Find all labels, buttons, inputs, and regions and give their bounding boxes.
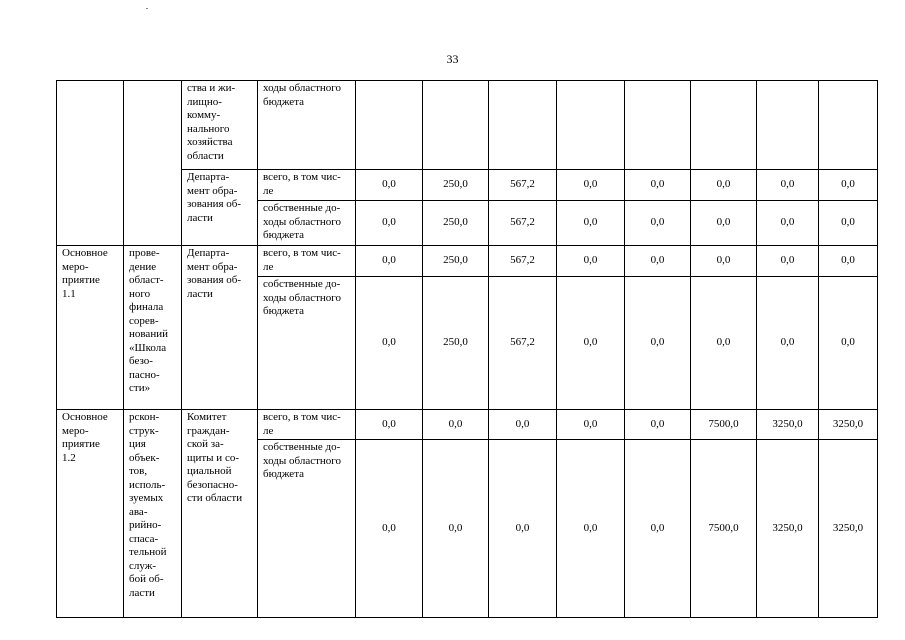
value-cell: 250,0 [423,246,489,277]
value-cell: 0,0 [757,170,819,201]
value-cell: 0,0 [557,410,625,440]
value-cell [691,81,757,170]
value-cell: 567,2 [489,201,557,246]
value-cell: 0,0 [625,440,691,618]
table-cell: Основное меро- приятие 1.2 [57,410,124,618]
value-cell: 0,0 [557,246,625,277]
value-cell: 567,2 [489,277,557,410]
value-cell: 0,0 [356,170,423,201]
value-cell: 0,0 [423,410,489,440]
value-cell: 0,0 [625,410,691,440]
table-cell [57,81,124,246]
value-cell: 0,0 [625,246,691,277]
table-cell: прове- дение област- ного финала сорев- нований «Школа безо- пасно- сти» [124,246,182,410]
table-row [57,410,878,440]
table-cell: ства и жи- лищно- комму- нального хозяйства области [182,81,258,170]
table-cell: собственные до- ходы областного бюджета [258,277,356,410]
table-cell: всего, в том чис- ле [258,170,356,201]
table-cell: Департа- мент обра- зования об- ласти [182,246,258,410]
value-cell [757,81,819,170]
value-cell: 0,0 [691,246,757,277]
value-cell [356,81,423,170]
value-cell: 0,0 [557,277,625,410]
value-cell [819,81,878,170]
value-cell: 567,2 [489,246,557,277]
value-cell: 0,0 [625,170,691,201]
value-cell: 0,0 [356,410,423,440]
table-row [57,246,878,277]
value-cell: 3250,0 [819,440,878,618]
value-cell: 0,0 [691,170,757,201]
scan-speck [146,8,148,9]
value-cell: 0,0 [819,170,878,201]
table-cell: ходы областного бюджета [258,81,356,170]
value-cell: 0,0 [757,246,819,277]
value-cell [625,81,691,170]
value-cell: 0,0 [557,170,625,201]
table-cell: Основное меро- приятие 1.1 [57,246,124,410]
value-cell: 0,0 [356,201,423,246]
value-cell: 250,0 [423,170,489,201]
value-cell [489,81,557,170]
value-cell: 0,0 [757,201,819,246]
value-cell: 0,0 [819,246,878,277]
table-cell: Комитет граждан- ской за- щиты и со- циальной безопасно- сти области [182,410,258,618]
value-cell: 0,0 [356,440,423,618]
value-cell: 0,0 [489,440,557,618]
value-cell: 3250,0 [757,410,819,440]
value-cell: 0,0 [557,201,625,246]
value-cell [557,81,625,170]
table-cell: собственные до- ходы областного бюджета [258,440,356,618]
value-cell: 0,0 [356,277,423,410]
value-cell: 0,0 [625,201,691,246]
value-cell: 0,0 [691,277,757,410]
page-number: 33 [446,52,459,66]
value-cell: 567,2 [489,170,557,201]
table-cell: рскон- струк- ция объек- тов, исполь- зуемых ава- рийно- спаса- тельной служ- бой об- ласти [124,410,182,618]
value-cell: 0,0 [423,440,489,618]
table-cell: всего, в том чис- ле [258,246,356,277]
value-cell: 0,0 [489,410,557,440]
value-cell: 0,0 [625,277,691,410]
value-cell: 3250,0 [819,410,878,440]
value-cell: 7500,0 [691,410,757,440]
budget-table [56,80,878,618]
value-cell [423,81,489,170]
table-cell: собственные до- ходы областного бюджета [258,201,356,246]
value-cell: 7500,0 [691,440,757,618]
value-cell: 0,0 [557,440,625,618]
table-cell: Департа- мент обра- зования об- ласти [182,170,258,246]
value-cell: 250,0 [423,201,489,246]
value-cell: 0,0 [819,201,878,246]
value-cell: 3250,0 [757,440,819,618]
value-cell: 0,0 [819,277,878,410]
value-cell: 0,0 [356,246,423,277]
table-row [57,81,878,170]
value-cell: 0,0 [691,201,757,246]
table-cell: всего, в том чис- ле [258,410,356,440]
value-cell: 250,0 [423,277,489,410]
table-cell [124,81,182,246]
value-cell: 0,0 [757,277,819,410]
